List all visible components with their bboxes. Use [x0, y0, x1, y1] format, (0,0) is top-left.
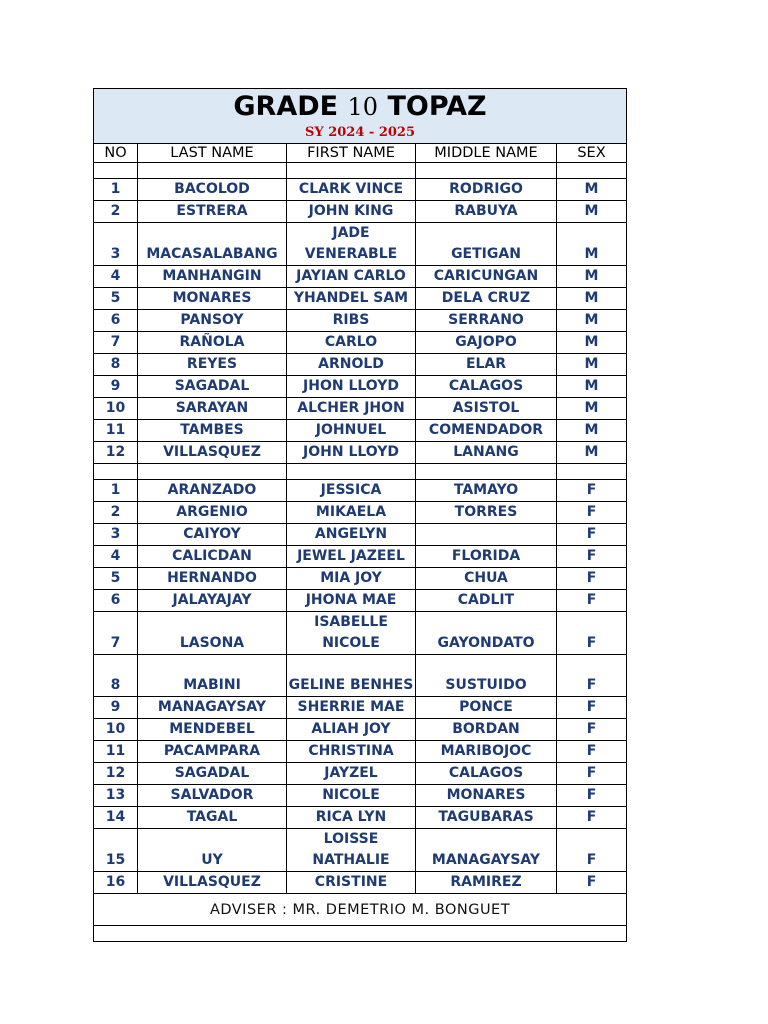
female-student-row [94, 655, 627, 697]
last-name-cell: MANAGAYSAY [138, 697, 287, 719]
last-name-cell: BACOLOD [138, 179, 287, 201]
first-name-cell: JADE VENERABLE [287, 223, 416, 266]
first-name-cell: LOISSE NATHALIE [287, 829, 416, 872]
female-student-row [94, 763, 627, 785]
title-block [94, 89, 627, 144]
sex-cell: F [557, 612, 627, 655]
spacer-row [94, 464, 627, 480]
footer-spacer-row [94, 926, 627, 942]
middle-name-cell: CALAGOS [416, 763, 557, 785]
female-student-row [94, 590, 627, 612]
last-name-cell: SAGADAL [138, 763, 287, 785]
last-name-cell: SAGADAL [138, 376, 287, 398]
sex-cell: F [557, 590, 627, 612]
middle-name-cell: MONARES [416, 785, 557, 807]
title-grade-number: 10 [347, 93, 379, 121]
student-no-cell: 9 [94, 697, 138, 719]
first-name-cell: MIA JOY [287, 568, 416, 590]
last-name-cell: ESTRERA [138, 201, 287, 223]
student-no-cell: 12 [94, 763, 138, 785]
sex-cell: F [557, 697, 627, 719]
student-no-cell: 2 [94, 502, 138, 524]
female-student-row [94, 741, 627, 763]
sex-cell: M [557, 266, 627, 288]
middle-name-cell: MANAGAYSAY [416, 829, 557, 872]
male-student-row [94, 266, 627, 288]
male-student-row [94, 310, 627, 332]
student-no-cell: 3 [94, 223, 138, 266]
first-name-cell: SHERRIE MAE [287, 697, 416, 719]
middle-name-cell: TAMAYO [416, 480, 557, 502]
sex-cell: M [557, 288, 627, 310]
last-name-cell: SARAYAN [138, 398, 287, 420]
first-name-cell: JESSICA [287, 480, 416, 502]
last-name-cell: MANHANGIN [138, 266, 287, 288]
last-name-cell: ARGENIO [138, 502, 287, 524]
middle-name-cell: TAGUBARAS [416, 807, 557, 829]
sex-cell: F [557, 763, 627, 785]
sex-cell: F [557, 872, 627, 894]
student-no-cell: 2 [94, 201, 138, 223]
first-name-cell: CHRISTINA [287, 741, 416, 763]
sex-cell: F [557, 655, 627, 697]
student-no-cell: 5 [94, 288, 138, 310]
female-student-row [94, 697, 627, 719]
middle-name-cell: GAJOPO [416, 332, 557, 354]
middle-name-cell: BORDAN [416, 719, 557, 741]
student-no-cell: 8 [94, 354, 138, 376]
class-list-sheet [93, 88, 626, 942]
middle-name-cell: DELA CRUZ [416, 288, 557, 310]
middle-name-cell: FLORIDA [416, 546, 557, 568]
sex-cell: M [557, 223, 627, 266]
sex-cell: F [557, 785, 627, 807]
middle-name-cell: RODRIGO [416, 179, 557, 201]
header-sex: SEX [557, 144, 627, 163]
middle-name-cell: TORRES [416, 502, 557, 524]
male-student-row [94, 376, 627, 398]
student-no-cell: 5 [94, 568, 138, 590]
middle-name-cell: LANANG [416, 442, 557, 464]
last-name-cell: MABINI [138, 655, 287, 697]
female-student-row [94, 568, 627, 590]
male-student-row [94, 420, 627, 442]
last-name-cell: TAMBES [138, 420, 287, 442]
sex-cell: M [557, 201, 627, 223]
page-title [94, 89, 626, 124]
sex-cell: F [557, 807, 627, 829]
middle-name-cell: GAYONDATO [416, 612, 557, 655]
middle-name-cell: MARIBOJOC [416, 741, 557, 763]
first-name-cell: ALCHER JHON [287, 398, 416, 420]
middle-name-cell: SUSTUIDO [416, 655, 557, 697]
last-name-cell: PACAMPARA [138, 741, 287, 763]
male-student-row [94, 179, 627, 201]
middle-name-cell: SERRANO [416, 310, 557, 332]
male-student-row [94, 442, 627, 464]
student-no-cell: 3 [94, 524, 138, 546]
student-no-cell: 13 [94, 785, 138, 807]
last-name-cell: CAIYOY [138, 524, 287, 546]
title-grade-word: GRADE [233, 91, 339, 122]
middle-name-cell: ASISTOL [416, 398, 557, 420]
first-name-cell: RIBS [287, 310, 416, 332]
male-student-row [94, 332, 627, 354]
female-student-row [94, 524, 627, 546]
sex-cell: F [557, 719, 627, 741]
sex-cell: M [557, 442, 627, 464]
female-student-row [94, 719, 627, 741]
student-no-cell: 11 [94, 741, 138, 763]
first-name-cell: JAYZEL [287, 763, 416, 785]
student-no-cell: 16 [94, 872, 138, 894]
last-name-cell: CALICDAN [138, 546, 287, 568]
student-no-cell: 6 [94, 310, 138, 332]
student-no-cell: 6 [94, 590, 138, 612]
sex-cell: F [557, 829, 627, 872]
first-name-cell: JOHN KING [287, 201, 416, 223]
last-name-cell: HERNANDO [138, 568, 287, 590]
header-first-name: FIRST NAME [287, 144, 416, 163]
title-section: TOPAZ [387, 91, 487, 122]
male-student-row [94, 354, 627, 376]
sex-cell: F [557, 546, 627, 568]
first-name-cell: ANGELYN [287, 524, 416, 546]
adviser-label: ADVISER : MR. DEMETRIO M. BONGUET [94, 894, 627, 926]
male-student-row [94, 288, 627, 310]
student-no-cell: 11 [94, 420, 138, 442]
student-no-cell: 7 [94, 612, 138, 655]
first-name-cell: JOHNUEL [287, 420, 416, 442]
first-name-cell: CARLO [287, 332, 416, 354]
header-last-name: LAST NAME [138, 144, 287, 163]
female-student-row [94, 612, 627, 655]
middle-name-cell: CALAGOS [416, 376, 557, 398]
sex-cell: F [557, 524, 627, 546]
first-name-cell: JHON LLOYD [287, 376, 416, 398]
student-no-cell: 12 [94, 442, 138, 464]
last-name-cell: RAÑOLA [138, 332, 287, 354]
female-student-row [94, 785, 627, 807]
student-no-cell: 1 [94, 480, 138, 502]
first-name-cell: JOHN LLOYD [287, 442, 416, 464]
female-student-row [94, 807, 627, 829]
female-student-row [94, 480, 627, 502]
female-student-row [94, 502, 627, 524]
middle-name-cell: RAMIREZ [416, 872, 557, 894]
middle-name-cell: COMENDADOR [416, 420, 557, 442]
first-name-cell: MIKAELA [287, 502, 416, 524]
last-name-cell: MONARES [138, 288, 287, 310]
sex-cell: M [557, 179, 627, 201]
first-name-cell: YHANDEL SAM [287, 288, 416, 310]
first-name-cell: JHONA MAE [287, 590, 416, 612]
header-row [94, 144, 627, 163]
last-name-cell: VILLASQUEZ [138, 872, 287, 894]
sex-cell: M [557, 376, 627, 398]
student-no-cell: 10 [94, 398, 138, 420]
sex-cell: F [557, 741, 627, 763]
first-name-cell: ALIAH JOY [287, 719, 416, 741]
male-student-row [94, 223, 627, 266]
sex-cell: M [557, 398, 627, 420]
student-no-cell: 9 [94, 376, 138, 398]
female-student-row [94, 872, 627, 894]
first-name-cell: CLARK VINCE [287, 179, 416, 201]
last-name-cell: PANSOY [138, 310, 287, 332]
middle-name-cell: CARICUNGAN [416, 266, 557, 288]
first-name-cell: JEWEL JAZEEL [287, 546, 416, 568]
last-name-cell: JALAYAJAY [138, 590, 287, 612]
student-no-cell: 4 [94, 266, 138, 288]
last-name-cell: ARANZADO [138, 480, 287, 502]
male-student-row [94, 398, 627, 420]
student-no-cell: 10 [94, 719, 138, 741]
last-name-cell: MENDEBEL [138, 719, 287, 741]
sex-cell: M [557, 332, 627, 354]
middle-name-cell: CADLIT [416, 590, 557, 612]
first-name-cell: ARNOLD [287, 354, 416, 376]
sex-cell: F [557, 502, 627, 524]
last-name-cell: TAGAL [138, 807, 287, 829]
first-name-cell: NICOLE [287, 785, 416, 807]
last-name-cell: REYES [138, 354, 287, 376]
spacer-row [94, 163, 627, 179]
header-middle-name: MIDDLE NAME [416, 144, 557, 163]
middle-name-cell: ELAR [416, 354, 557, 376]
first-name-cell: ISABELLE NICOLE [287, 612, 416, 655]
student-no-cell: 8 [94, 655, 138, 697]
student-no-cell: 1 [94, 179, 138, 201]
sex-cell: F [557, 568, 627, 590]
middle-name-cell [416, 524, 557, 546]
last-name-cell: UY [138, 829, 287, 872]
middle-name-cell: GETIGAN [416, 223, 557, 266]
last-name-cell: MACASALABANG [138, 223, 287, 266]
student-no-cell: 4 [94, 546, 138, 568]
middle-name-cell: PONCE [416, 697, 557, 719]
last-name-cell: VILLASQUEZ [138, 442, 287, 464]
female-student-row [94, 829, 627, 872]
student-no-cell: 15 [94, 829, 138, 872]
first-name-cell: GELINE BENHES [287, 655, 416, 697]
school-year: SY 2024 - 2025 [305, 125, 416, 140]
student-no-cell: 7 [94, 332, 138, 354]
male-student-row [94, 201, 627, 223]
sex-cell: M [557, 420, 627, 442]
middle-name-cell: CHUA [416, 568, 557, 590]
sex-cell: M [557, 354, 627, 376]
sex-cell: M [557, 310, 627, 332]
first-name-cell: CRISTINE [287, 872, 416, 894]
sex-cell: F [557, 480, 627, 502]
middle-name-cell: RABUYA [416, 201, 557, 223]
first-name-cell: JAYIAN CARLO [287, 266, 416, 288]
header-no: NO [94, 144, 138, 163]
first-name-cell: RICA LYN [287, 807, 416, 829]
class-list-table [93, 88, 627, 942]
last-name-cell: LASONA [138, 612, 287, 655]
female-student-row [94, 546, 627, 568]
student-no-cell: 14 [94, 807, 138, 829]
last-name-cell: SALVADOR [138, 785, 287, 807]
